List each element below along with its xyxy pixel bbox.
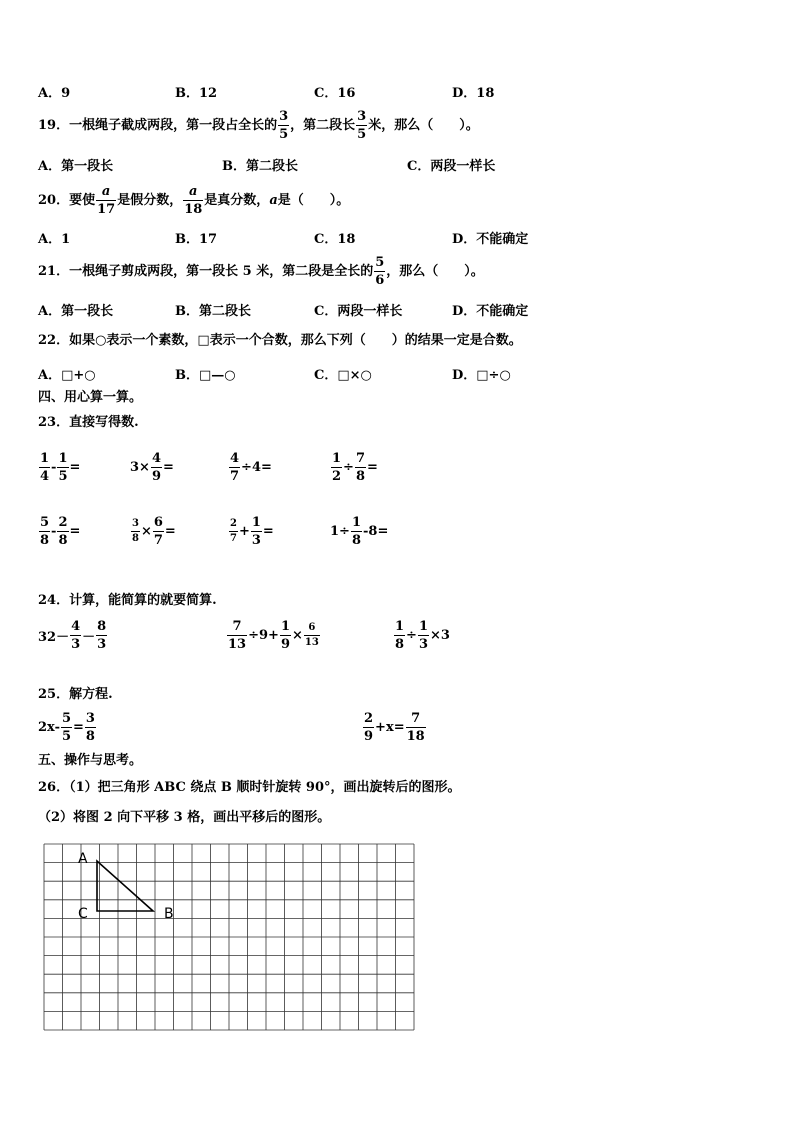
section-4-heading: 四、用心算一算。	[38, 390, 143, 405]
q23-expr-4: $\frac{1}{2}$ ÷ $\frac{7}{8}$ =	[332, 451, 378, 484]
grid-lines	[44, 844, 414, 1030]
q24-expr-2: $\frac{7}{13}$ ÷9+ $\frac{1}{9}$ × $\frac{6}{13}$	[228, 619, 319, 652]
q22-question: 22．如果○表示一个素数，□表示一个合数，那么下列（ ）的结果一定是合数。	[38, 333, 522, 348]
q22-option-c: C．□×○	[314, 368, 372, 383]
q23-expr-7: $\frac{2}{7}$ + $\frac{1}{3}$ =	[230, 515, 274, 548]
q18-option-c: C．16	[314, 86, 356, 101]
q24-title: 24．计算，能简算的就要简算.	[38, 593, 217, 608]
q19-option-a: A．第一段长	[38, 159, 114, 174]
q18-option-a: A．9	[38, 86, 71, 101]
q24-expr-3: $\frac{1}{8}$ ÷ $\frac{1}{3}$ ×3	[395, 619, 450, 652]
grid-figure	[43, 843, 415, 1031]
q23-expr-6: $\frac{3}{8}$ × $\frac{6}{7}$ =	[132, 515, 176, 548]
triangle-abc	[97, 861, 153, 911]
q21-option-d: D．不能确定	[452, 304, 529, 319]
q23-expr-1: $\frac{1}{4}$ - $\frac{1}{5}$ =	[40, 451, 81, 484]
vertex-label-c: C	[78, 906, 88, 922]
section-5-heading: 五、操作与思考。	[38, 753, 143, 768]
q21-option-b: B．第二段长	[175, 304, 251, 319]
q22-option-a: A．□+○	[38, 368, 96, 383]
q23-expr-3: $\frac{4}{7}$ ÷4=	[230, 451, 272, 484]
q21-option-a: A．第一段长	[38, 304, 114, 319]
q23-expr-2: 3× $\frac{4}{9}$ =	[130, 451, 174, 484]
q21-question: 21．一根绳子剪成两段，第一段长 5 米，第二段是全长的 $\frac{5}{6}$ ，那么（ ）。	[38, 255, 484, 288]
q25-equation-1: 2x- $\frac{5}{5}$ = $\frac{3}{8}$	[38, 711, 95, 744]
q20-option-a: A．1	[38, 232, 71, 247]
q20-option-b: B．17	[175, 232, 218, 247]
q21-option-c: C．两段一样长	[314, 304, 403, 319]
q25-title: 25．解方程.	[38, 687, 113, 702]
q20-option-c: C．18	[314, 232, 356, 247]
q20-option-d: D．不能确定	[452, 232, 529, 247]
q25-equation-2: $\frac{2}{9}$ +x= $\frac{7}{18}$	[364, 711, 425, 744]
q19-option-b: B．第二段长	[222, 159, 298, 174]
q26-part-1: 26．（1）把三角形 ABC 绕点 B 顺时针旋转 90°，画出旋转后的图形。	[38, 780, 461, 795]
q18-option-b: B．12	[175, 86, 218, 101]
vertex-label-b: B	[164, 906, 174, 922]
q23-expr-5: $\frac{5}{8}$ - $\frac{2}{8}$ =	[40, 515, 81, 548]
q22-option-d: D．□÷○	[452, 368, 511, 383]
vertex-label-a: A	[78, 851, 88, 867]
q20-question: 20．要使 $\frac{a}{17}$ 是假分数， $\frac{a}{18}$ 是真分数，a是（ ）。	[38, 184, 350, 217]
q18-option-d: D．18	[452, 86, 495, 101]
q22-option-b: B．□—○	[175, 368, 236, 383]
q26-part-2: （2）将图 2 向下平移 3 格，画出平移后的图形。	[38, 810, 331, 825]
q23-title: 23．直接写得数.	[38, 415, 139, 430]
q19-question: 19．一根绳子截成两段，第一段占全长的 $\frac{3}{5}$ ，第二段长 $\frac{3}{5}$ 米，那么（ ）。	[38, 109, 479, 142]
q24-expr-1: 32－ $\frac{4}{3}$ － $\frac{8}{3}$	[38, 619, 107, 652]
q19-option-c: C．两段一样长	[407, 159, 496, 174]
q23-expr-8: 1÷ $\frac{1}{8}$ -8=	[330, 515, 389, 548]
